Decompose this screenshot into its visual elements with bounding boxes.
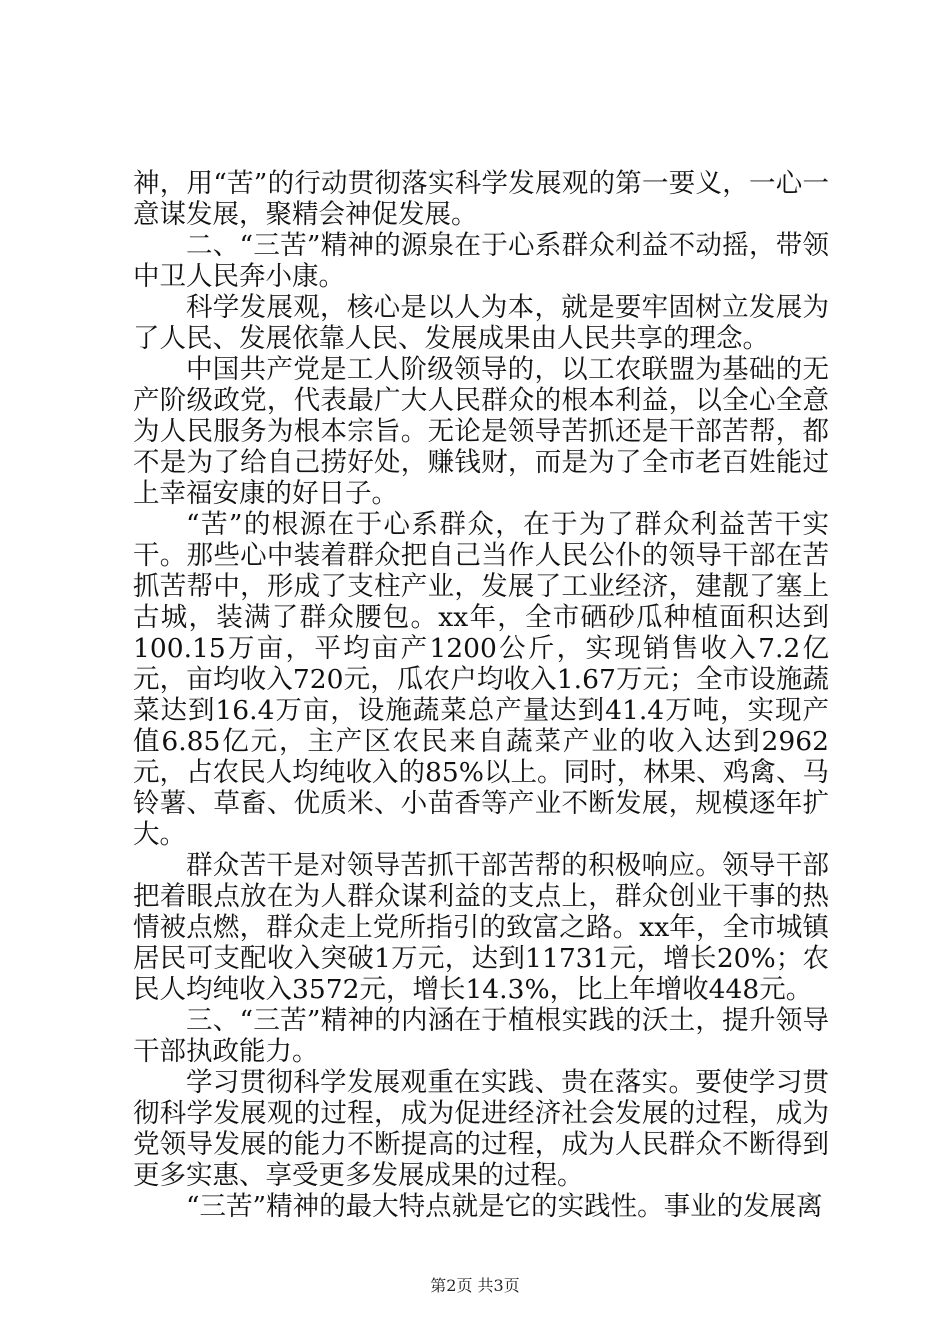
paragraph-continuation: 神，用“苦”的行动贯彻落实科学发展观的第一要义，一心一意谋发展，聚精会神促发展。: [133, 168, 829, 230]
paragraph: 群众苦干是对领导苦抓干部苦帮的积极响应。领导干部把着眼点放在为人群众谋利益的支点上，群众创业干事的热情被点燃，群众走上党所指引的致富之路。xx年，全市城镇居民可支配收入突破1万元，达到11731元，增长20%；农民人均纯收入3572元，增长14.3%，比上年增收448元。: [133, 850, 829, 1005]
paragraph: “三苦”精神的最大特点就是它的实践性。事业的发展离: [186, 1191, 823, 1222]
paragraph: 学习贯彻科学发展观重在实践、贵在落实。要使学习贯彻科学发展观的过程，成为促进经济社会发展的过程，成为党领导发展的能力不断提高的过程，成为人民群众不断得到更多实惠、享受更多发展成果的过程。: [133, 1067, 829, 1191]
page-number-footer: 第2页 共3页: [430, 1276, 520, 1295]
paragraph: 中国共产党是工人阶级领导的，以工农联盟为基础的无产阶级政党，代表最广大人民群众的根本利益，以全心全意为人民服务为根本宗旨。无论是领导苦抓还是干部苦帮，都不是为了给自己捞好处，赚钱财，而是为了全市老百姓能过上幸福安康的好日子。: [133, 354, 829, 509]
section-heading-two: 二、“三苦”精神的源泉在于心系群众利益不动摇，带领中卫人民奔小康。: [133, 230, 829, 292]
document-body: [133, 168, 829, 1222]
paragraph: 科学发展观，核心是以人为本，就是要牢固树立发展为了人民、发展依靠人民、发展成果由人民共享的理念。: [133, 292, 829, 354]
paragraph: “苦”的根源在于心系群众，在于为了群众利益苦干实干。那些心中装着群众把自己当作人民公仆的领导干部在苦抓苦帮中，形成了支柱产业，发展了工业经济，建靓了塞上古城，装满了群众腰包。xx年，全市硒砂瓜种植面积达到100.15万亩，平均亩产1200公斤，实现销售收入7.2亿元，亩均收入720元，瓜农户均收入1.67万元；全市设施蔬菜达到16.4万亩，设施蔬菜总产量达到41.4万吨，实现产值6.85亿元，主产区农民来自蔬菜产业的收入达到2962元，占农民人均纯收入的85%以上。同时，林果、鸡禽、马铃薯、草畜、优质米、小苗香等产业不断发展，规模逐年扩大。: [133, 509, 829, 850]
section-heading-three: 三、“三苦”精神的内涵在于植根实践的沃土，提升领导干部执政能力。: [133, 1005, 829, 1067]
